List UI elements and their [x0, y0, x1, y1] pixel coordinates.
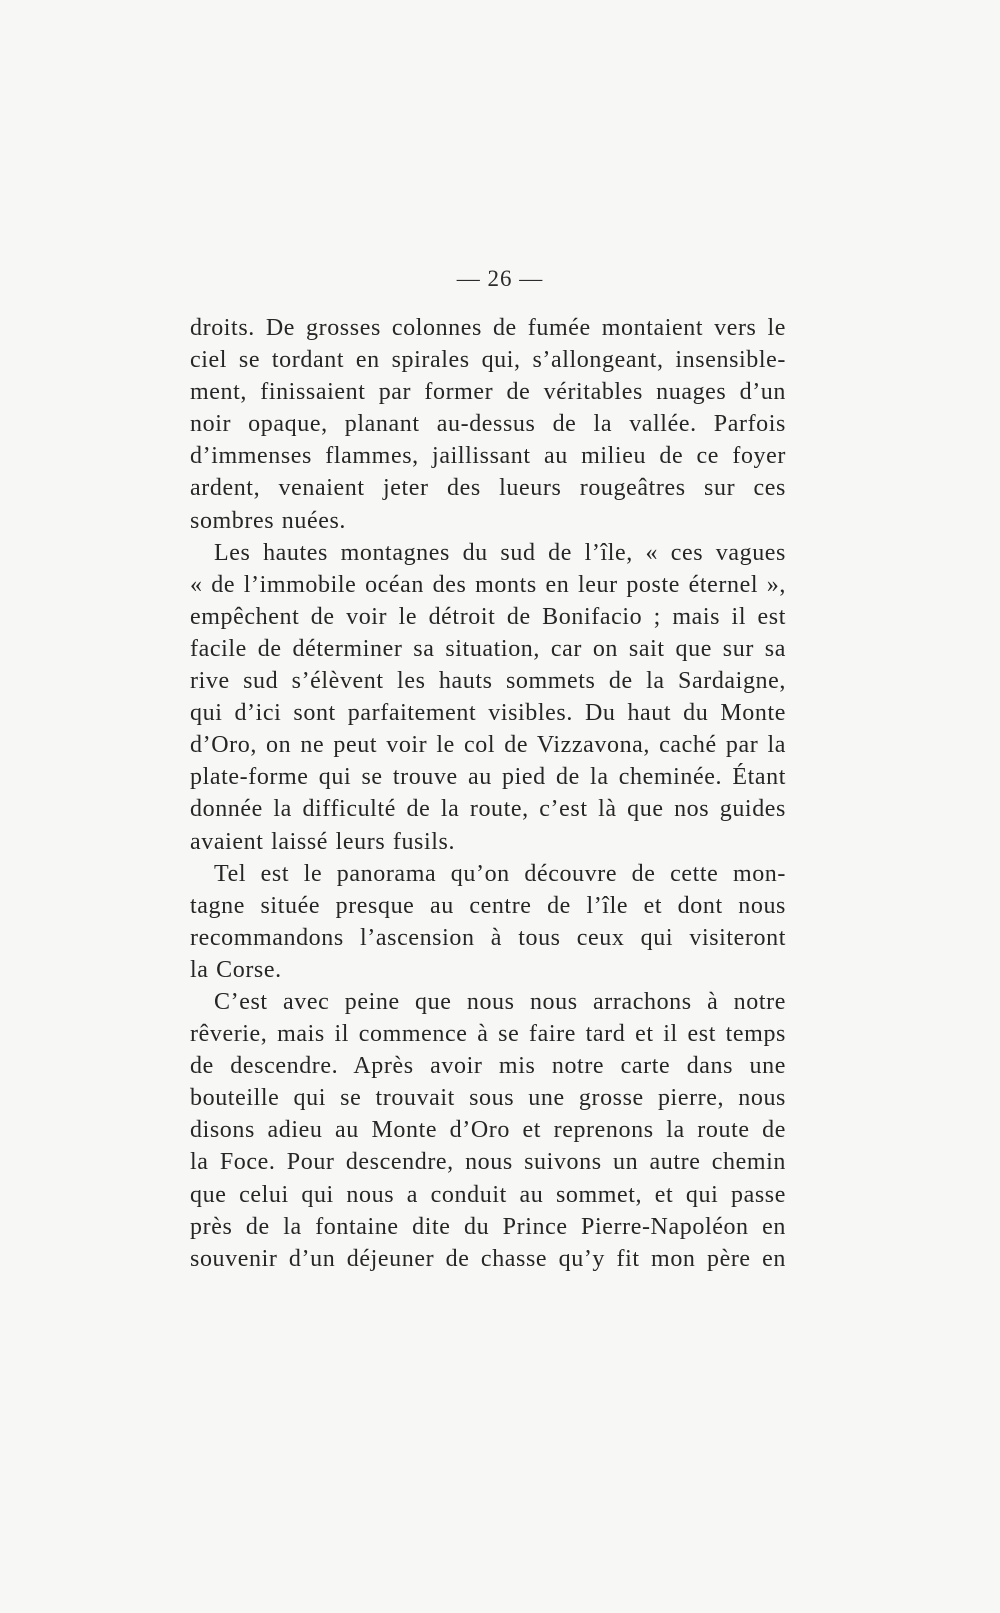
paragraph-3 — [190, 858, 786, 986]
text-line: disons adieu au Monte d’Oro et reprenons la route de — [190, 1117, 786, 1144]
text-line: près de la fontaine dite du Prince Pierre-Napoléon en — [190, 1213, 786, 1240]
paragraph-2 — [190, 537, 786, 858]
text-line: empêchent de voir le détroit de Bonifacio ; mais il est — [190, 603, 786, 630]
text-line: d’Oro, on ne peut voir le col de Vizzavona, caché par la — [190, 732, 786, 759]
page-body-text — [190, 312, 786, 1275]
text-line: avaient laissé leurs fusils. — [190, 828, 456, 855]
paragraph-4 — [190, 986, 786, 1275]
text-line: Les hautes montagnes du sud de l’île, « ces vagues — [214, 539, 786, 566]
text-line: de descendre. Après avoir mis notre carte dans une — [190, 1053, 786, 1080]
text-line: C’est avec peine que nous nous arrachons à notre — [214, 988, 786, 1015]
text-line: rive sud s’élèvent les hauts sommets de la Sardaigne, — [190, 668, 786, 695]
page-number: — 26 — — [456, 266, 544, 291]
text-line: noir opaque, planant au-dessus de la vallée. Parfois — [190, 411, 786, 438]
text-line: ardent, venaient jeter des lueurs rougeâtres sur ces — [190, 475, 786, 502]
text-line: tagne située presque au centre de l’île et dont nous — [190, 892, 786, 919]
text-line: sombres nuées. — [190, 507, 347, 534]
text-line: plate-forme qui se trouve au pied de la cheminée. Étant — [190, 764, 786, 791]
text-line: d’immenses flammes, jaillissant au milieu de ce foyer — [190, 443, 786, 470]
text-line: qui d’ici sont parfaitement visibles. Du haut du Monte — [190, 700, 786, 727]
text-line: donnée la difficulté de la route, c’est là que nos guides — [190, 796, 786, 823]
text-line: facile de déterminer sa situation, car on sait que sur sa — [190, 635, 786, 662]
text-line: Tel est le panorama qu’on découvre de cette mon- — [214, 860, 786, 887]
text-line: « de l’immobile océan des monts en leur poste éternel », — [190, 571, 786, 598]
text-line: recommandons l’ascension à tous ceux qui visiteront — [190, 924, 786, 951]
text-line: la Corse. — [190, 956, 282, 983]
text-line: la Foce. Pour descendre, nous suivons un autre chemin — [190, 1149, 786, 1176]
paragraph-1 — [190, 312, 786, 537]
text-line: ciel se tordant en spirales qui, s’allongeant, insensible- — [190, 347, 786, 374]
text-line: souvenir d’un déjeuner de chasse qu’y fit mon père en — [190, 1245, 786, 1272]
text-line: bouteille qui se trouvait sous une grosse pierre, nous — [190, 1085, 786, 1112]
text-line: droits. De grosses colonnes de fumée montaient vers le — [190, 315, 786, 341]
text-line: rêverie, mais il commence à se faire tard et il est temps — [190, 1021, 786, 1048]
text-line: ment, finissaient par former de véritables nuages d’un — [190, 379, 786, 406]
text-line: que celui qui nous a conduit au sommet, et qui passe — [190, 1181, 786, 1208]
